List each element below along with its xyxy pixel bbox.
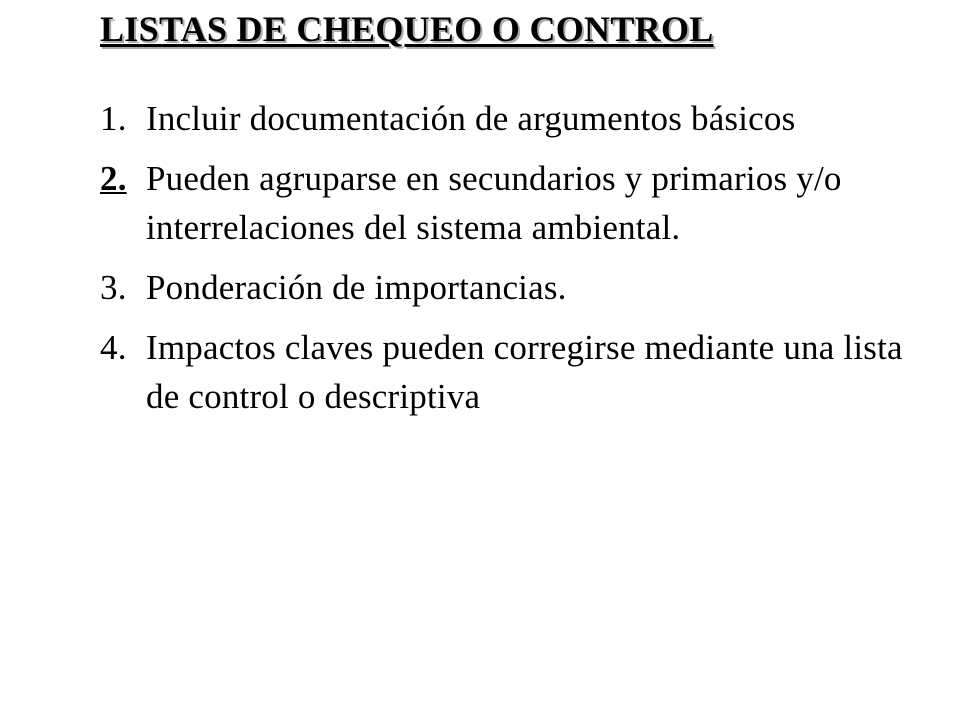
slide-title: LISTAS DE CHEQUEO O CONTROL [100,9,714,49]
item-text: Ponderación de importancias. [146,268,567,307]
item-number: 2. [100,159,127,198]
item-number: 3. [100,268,127,307]
item-text: Impactos claves pueden corregirse mediante una lista de control o descriptiva [146,328,903,416]
item-list [100,94,920,421]
item-text: Pueden agruparse en secundarios y primarios y/o interrelaciones del sistema ambiental. [146,159,842,247]
list-item-4 [100,323,920,421]
item-text: Incluir documentación de argumentos básicos [146,99,796,138]
list-item-2 [100,154,920,252]
list-item-1 [100,94,920,143]
item-number: 4. [100,328,127,367]
item-number: 1. [100,99,127,138]
list-item-3 [100,263,920,312]
